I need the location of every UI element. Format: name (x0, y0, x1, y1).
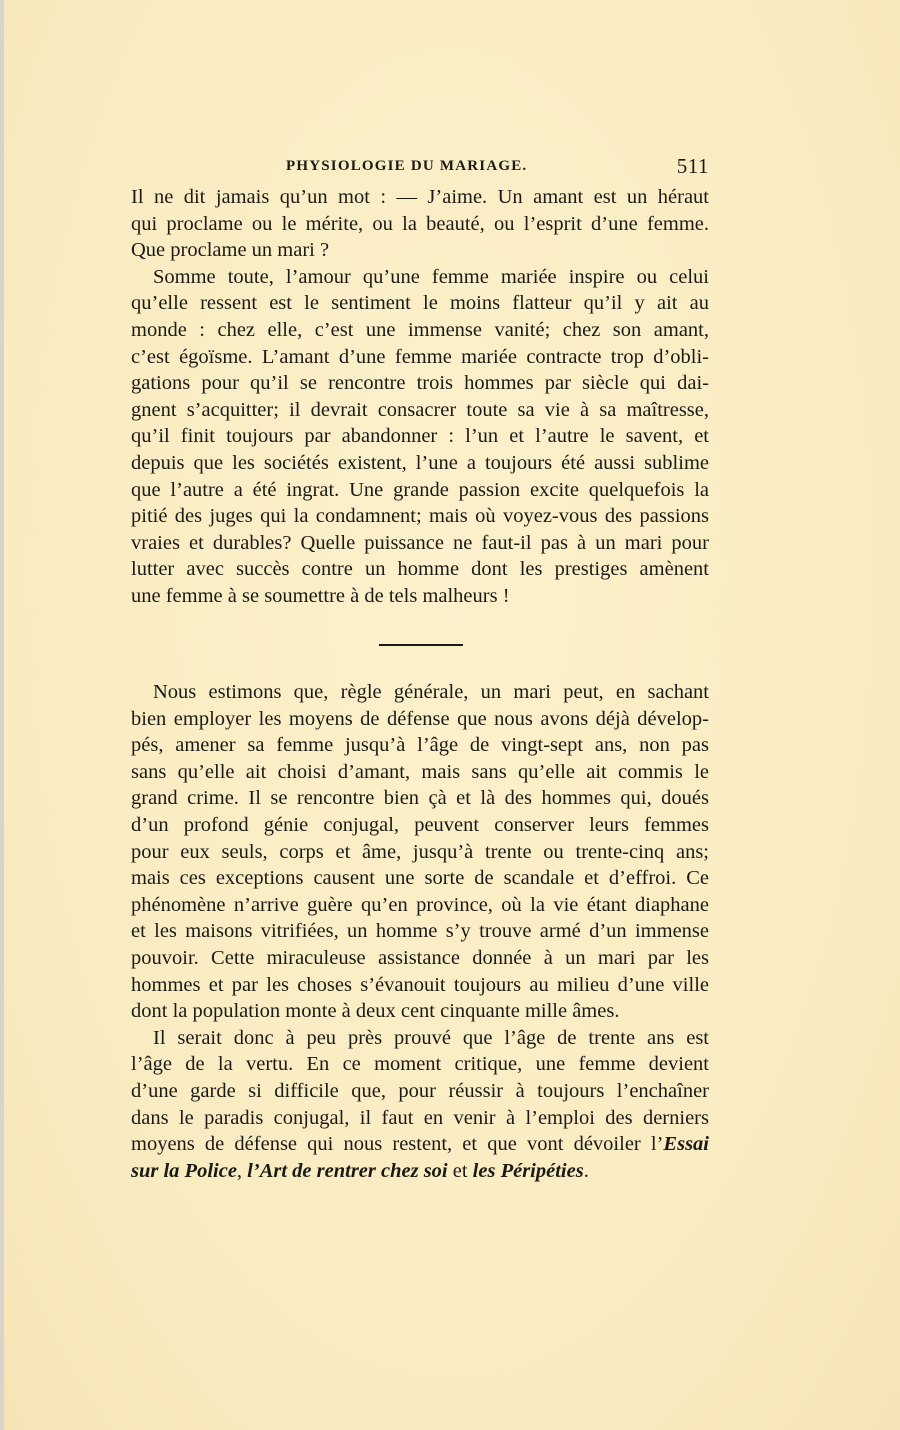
section-divider (379, 644, 463, 646)
text-line: d’une garde si difficile que, pour réussir à toujours l’enchaîner (131, 1079, 709, 1102)
line-text: , (236, 1159, 248, 1182)
text-line: sans qu’elle ait choisi d’amant, mais sans qu’elle ait commis le (131, 760, 709, 783)
text-line: qui proclame ou le mérite, ou la beauté, ou l’esprit d’une femme. (131, 212, 709, 235)
text-line: une femme à se soumettre à de tels malheurs ! (131, 584, 510, 607)
paragraph-block-2 (131, 679, 709, 1184)
italic-title: Essai (663, 1133, 709, 1156)
running-title: PHYSIOLOGIE DU MARIAGE. (286, 158, 528, 174)
line-text: moyens de défense qui nous restent, et que vont dévoiler l’ (131, 1133, 664, 1156)
text-line: Il serait donc à peu près prouvé que l’âge de trente ans est (153, 1026, 709, 1049)
text-line: grand crime. Il se rencontre bien çà et là des hommes qui, doués (131, 787, 709, 810)
text-line: que l’autre a été ingrat. Une grande passion excite quelquefois la (131, 478, 709, 501)
text-line (131, 1158, 709, 1185)
text-line: monde : chez elle, c’est une immense vanité; chez son amant, (131, 318, 709, 341)
text-line: Nous estimons que, règle générale, un mari peut, en sachant (153, 681, 709, 703)
page-edge (0, 0, 4, 1430)
paragraph-block-1 (131, 184, 709, 610)
text-line (131, 1131, 709, 1158)
italic-title: l’Art de rentrer chez soi (247, 1159, 448, 1182)
text-line: hommes et par les choses s’évanouit toujours au milieu d’une ville (131, 973, 709, 996)
text-line: depuis que les sociétés existent, l’une a toujours été aussi sublime (131, 451, 709, 474)
text-line: l’âge de la vertu. En ce moment critique, une femme devient (131, 1053, 709, 1076)
text-line: Il ne dit jamais qu’un mot : — J’aime. Un amant est un héraut (131, 186, 709, 208)
text-line: phénomène n’arrive guère qu’en province, où la vie étant diaphane (131, 893, 709, 916)
text-line: Somme toute, l’amour qu’une femme mariée inspire ou celui (153, 265, 709, 288)
text-line: bien employer les moyens de défense que nous avons déjà dévelop- (131, 707, 709, 730)
text-line: pouvoir. Cette miraculeuse assistance donnée à un mari par les (131, 946, 709, 969)
text-line: lutter avec succès contre un homme dont les prestiges amènent (131, 558, 709, 581)
running-head (131, 154, 709, 184)
line-text: et (447, 1159, 473, 1182)
text-line: et les maisons vitrifiées, un homme s’y trouve armé d’un immense (131, 920, 709, 943)
text-line: dont la population monte à deux cent cinquante mille âmes. (131, 1000, 620, 1023)
text-line: pour eux seuls, corps et âme, jusqu’à trente ou trente-cinq ans; (131, 840, 709, 863)
text-line: mais ces exceptions causent une sorte de scandale et d’effroi. Ce (131, 867, 709, 890)
page-number: 511 (676, 154, 709, 178)
text-line: Que proclame un mari ? (131, 239, 330, 262)
text-line: gations pour qu’il se rencontre trois hommes par siècle qui dai- (131, 372, 709, 395)
text-line: qu’il finit toujours par abandonner : l’un et l’autre le savent, et (131, 425, 709, 448)
text-line: d’un profond génie conjugal, peuvent conserver leurs femmes (131, 813, 709, 836)
line-text: . (583, 1159, 589, 1182)
text-line: vraies et durables? Quelle puissance ne faut-il pas à un mari pour (131, 531, 709, 554)
text-line: dans le paradis conjugal, il faut en venir à l’emploi des derniers (131, 1106, 709, 1129)
italic-title: les Péripéties (472, 1159, 584, 1182)
text-line: c’est égoïsme. L’amant d’une femme mariée contracte trop d’obli- (131, 345, 709, 368)
text-line: gnent s’acquitter; il devrait consacrer toute sa vie à sa maîtresse, (131, 398, 709, 421)
text-line: qu’elle ressent est le sentiment le moins flatteur qu’il y ait au (131, 292, 709, 315)
text-line: pés, amener sa femme jusqu’à l’âge de vingt-sept ans, non pas (131, 734, 709, 757)
text-line: pitié des juges qui la condamnent; mais où voyez-vous des passions (131, 505, 709, 528)
italic-title: sur la Police (131, 1159, 237, 1182)
